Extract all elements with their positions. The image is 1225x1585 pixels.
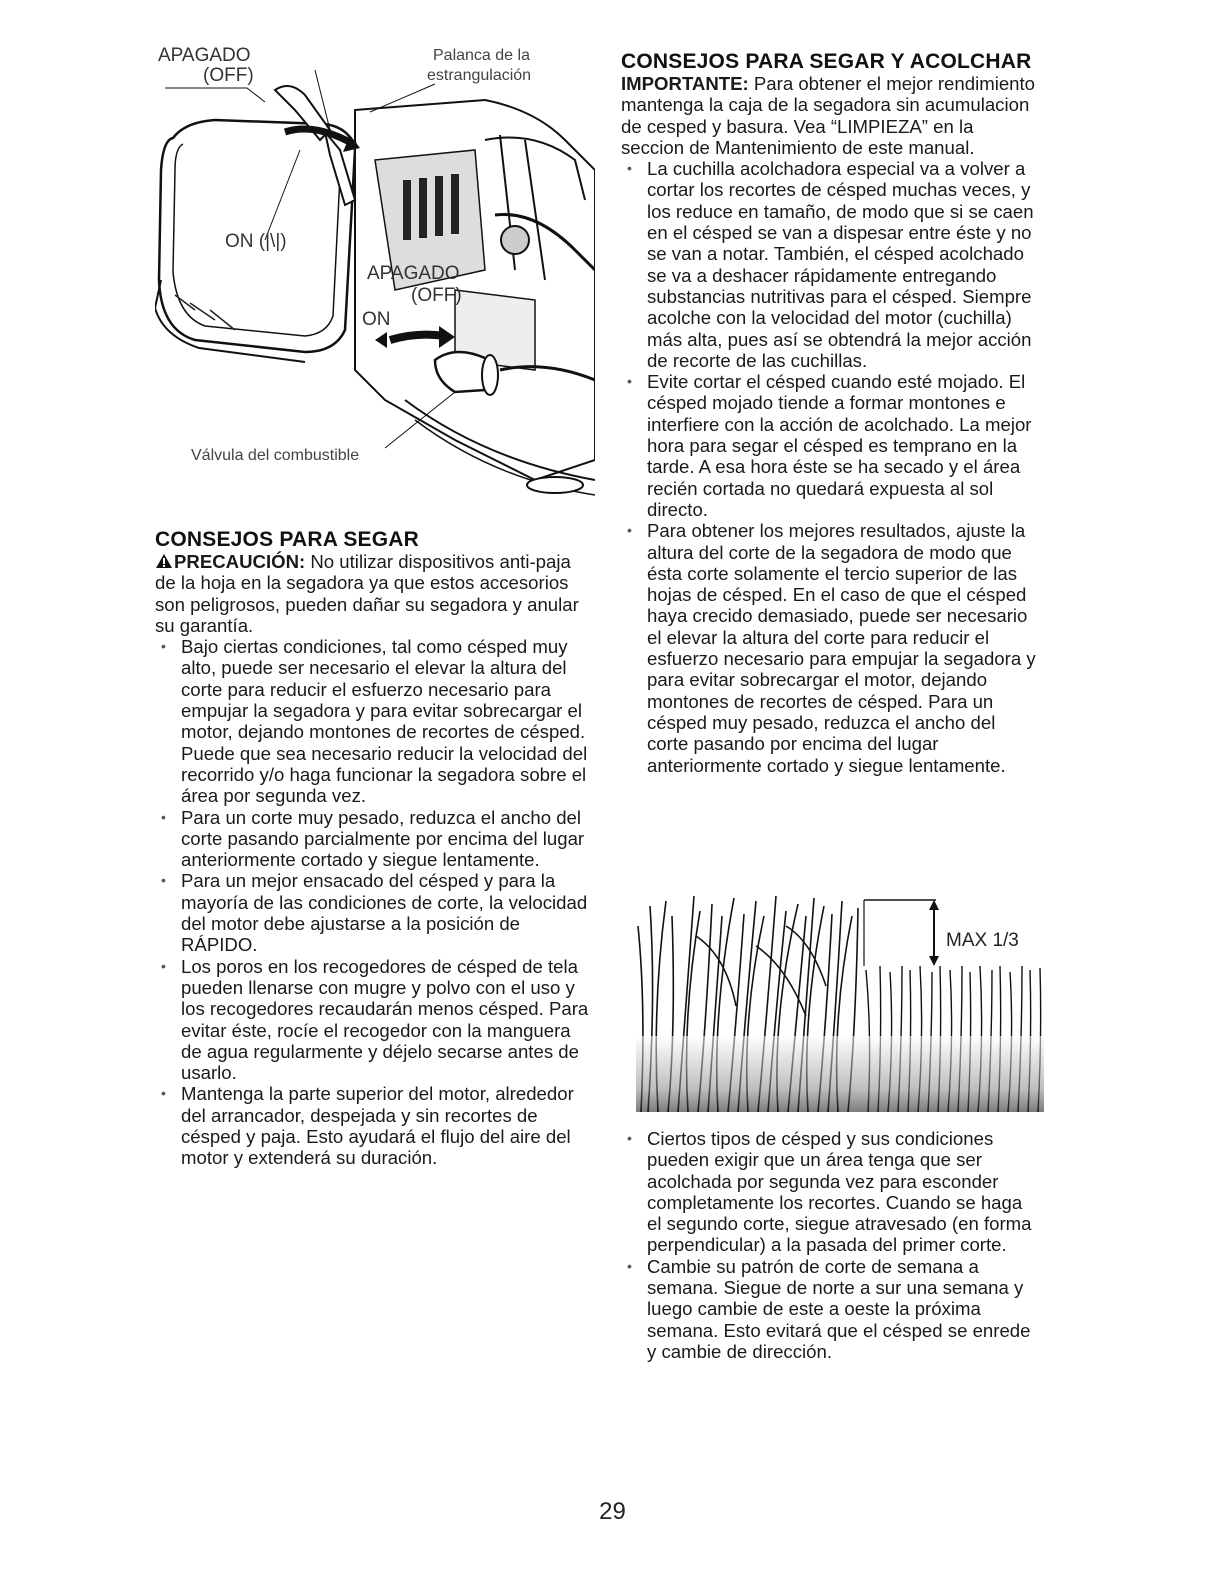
label-choke-lever-line1: Palanca de la (433, 47, 530, 64)
list-item: • La cuchilla acolchadora especial va a volver a cortar los recortes de césped muchas veces, y los reduce en tamaño, de modo que si se caen en el césped se van a dispesar entre éste y no se van a notar. También, el césped acolchado se va a deshacer rápidamente entregando substancias nutritivas para el césped. Siempre acolche con la velocidad del motor (cuchilla) más alta, pues así se obtendrá la mejor acción de recorte de las cuchillas. (621, 158, 1041, 371)
important-label: IMPORTANTE: (621, 73, 749, 94)
label-on-choke: ON (|\|) (225, 231, 287, 252)
mowing-tips-section (155, 528, 595, 1169)
list-item: • Mantenga la parte superior del motor, alrededor del arrancador, despejada y sin recortes de césped y paja. Esto ayudará el flujo del aire del motor y extenderá su duración. (155, 1083, 595, 1168)
list-item: • Los poros en los recogedores de césped de tela pueden llenarse con mugre y polvo con el uso y los recogedores recaudarán menos césped. Para evitar éste, rocíe el recogedor con la manguera de agua regularmente y déjelo secarse antes de usarlo. (155, 956, 595, 1084)
label-on-valve: ON (362, 309, 391, 330)
important-paragraph (621, 73, 1041, 158)
list-item: • Bajo ciertas condiciones, tal como césped muy alto, puede ser necesario el elevar la altura del corte para reducir el esfuerzo necesario para empujar la segadora y para evitar sobrecargar el motor, dejando montones de recortes de césped. Puede que sea necesario reducir la velocidad del recorrido y/o haga funcionar la segadora sobre el área por segunda vez. (155, 636, 595, 806)
label-apagado-top: APAGADO (158, 45, 251, 66)
caution-text: No utilizar dispositivos anti-paja de la hoja en la segadora ya que estos accesorios son peligrosos, pueden dañar su segadora y anular su garantía. (155, 551, 579, 636)
label-off-mid: (OFF) (411, 285, 462, 306)
mulching-tips-section (621, 50, 1041, 776)
mulching-tips-heading: CONSEJOS PARA SEGAR Y ACOLCHAR (621, 50, 1032, 73)
list-item: • Ciertos tipos de césped y sus condiciones pueden exigir que un área tenga que ser acolchada por segunda vez para esconder completamente los recortes. Cuando se haga el segundo corte, siegue atravesado (en forma perpendicular) a la pasada del primer corte. (621, 1128, 1041, 1256)
caution-label: PRECAUCIÓN: (174, 551, 306, 572)
page-number: 29 (599, 1498, 626, 1525)
mowing-tips-heading: CONSEJOS PARA SEGAR (155, 528, 420, 551)
label-choke-lever-line2: estrangulación (427, 67, 532, 84)
caution-paragraph (155, 551, 595, 636)
label-apagado-mid: APAGADO (367, 263, 460, 284)
grass-height-figure (636, 886, 1044, 1112)
mulching-tips-list-bottom (621, 1128, 1041, 1362)
warning-icon (155, 553, 173, 569)
mulching-tips-list (621, 158, 1041, 776)
list-item: • Evite cortar el césped cuando esté mojado. El césped mojado tiende a formar montones e interfiere con la acción de acolchado. La mejor hora para segar el césped es temprano en la tarde. A esa hora éste se ha secado y el área recién cortada no quedará expuesta al sol directo. (621, 371, 1041, 520)
max-cut-label: MAX 1/3 (946, 930, 1019, 951)
engine-controls-figure (155, 40, 595, 500)
important-text: Para obtener el mejor rendimiento mantenga la caja de la segadora sin acumulacion de cesped y basura. Vea “LIMPIEZA” en la seccion de Mantenimiento de este manual. (621, 73, 1036, 158)
label-off-top: (OFF) (203, 65, 254, 86)
label-fuel-valve: Válvula del combustible (191, 447, 360, 464)
list-item: • Para un mejor ensacado del césped y para la mayoría de las condiciones de corte, la velocidad del motor debe ajustarse a la posición de RÁPIDO. (155, 870, 595, 955)
mowing-tips-list (155, 636, 595, 1168)
grass-illustration (636, 886, 1044, 1112)
list-item: • Cambie su patrón de corte de semana a semana. Siegue de norte a sur una semana y luego cambie de este a oeste la próxima semana. Esto evitará que el césped se enrede y cambie de dirección. (621, 1256, 1041, 1362)
list-item: • Para obtener los mejores resultados, ajuste la altura del corte de la segadora de modo que ésta corte solamente el tercio superior de las hojas de césped. En el caso de que el césped haya crecido demasiado, puede ser necesario el elevar la altura del corte para reducir el esfuerzo necesario para empujar la segadora y para evitar sobrecargar el motor, dejando montones de recortes de césped. Para un césped muy pesado, reduzca el ancho del corte pasando por encima del lugar anteriormente cortado y siegue lentamente. (621, 520, 1041, 776)
list-item: • Para un corte muy pesado, reduzca el ancho del corte pasando parcialmente por encima del lugar anteriormente cortado y siegue lentamente. (155, 807, 595, 871)
mulching-tips-section-continued (621, 1128, 1041, 1362)
